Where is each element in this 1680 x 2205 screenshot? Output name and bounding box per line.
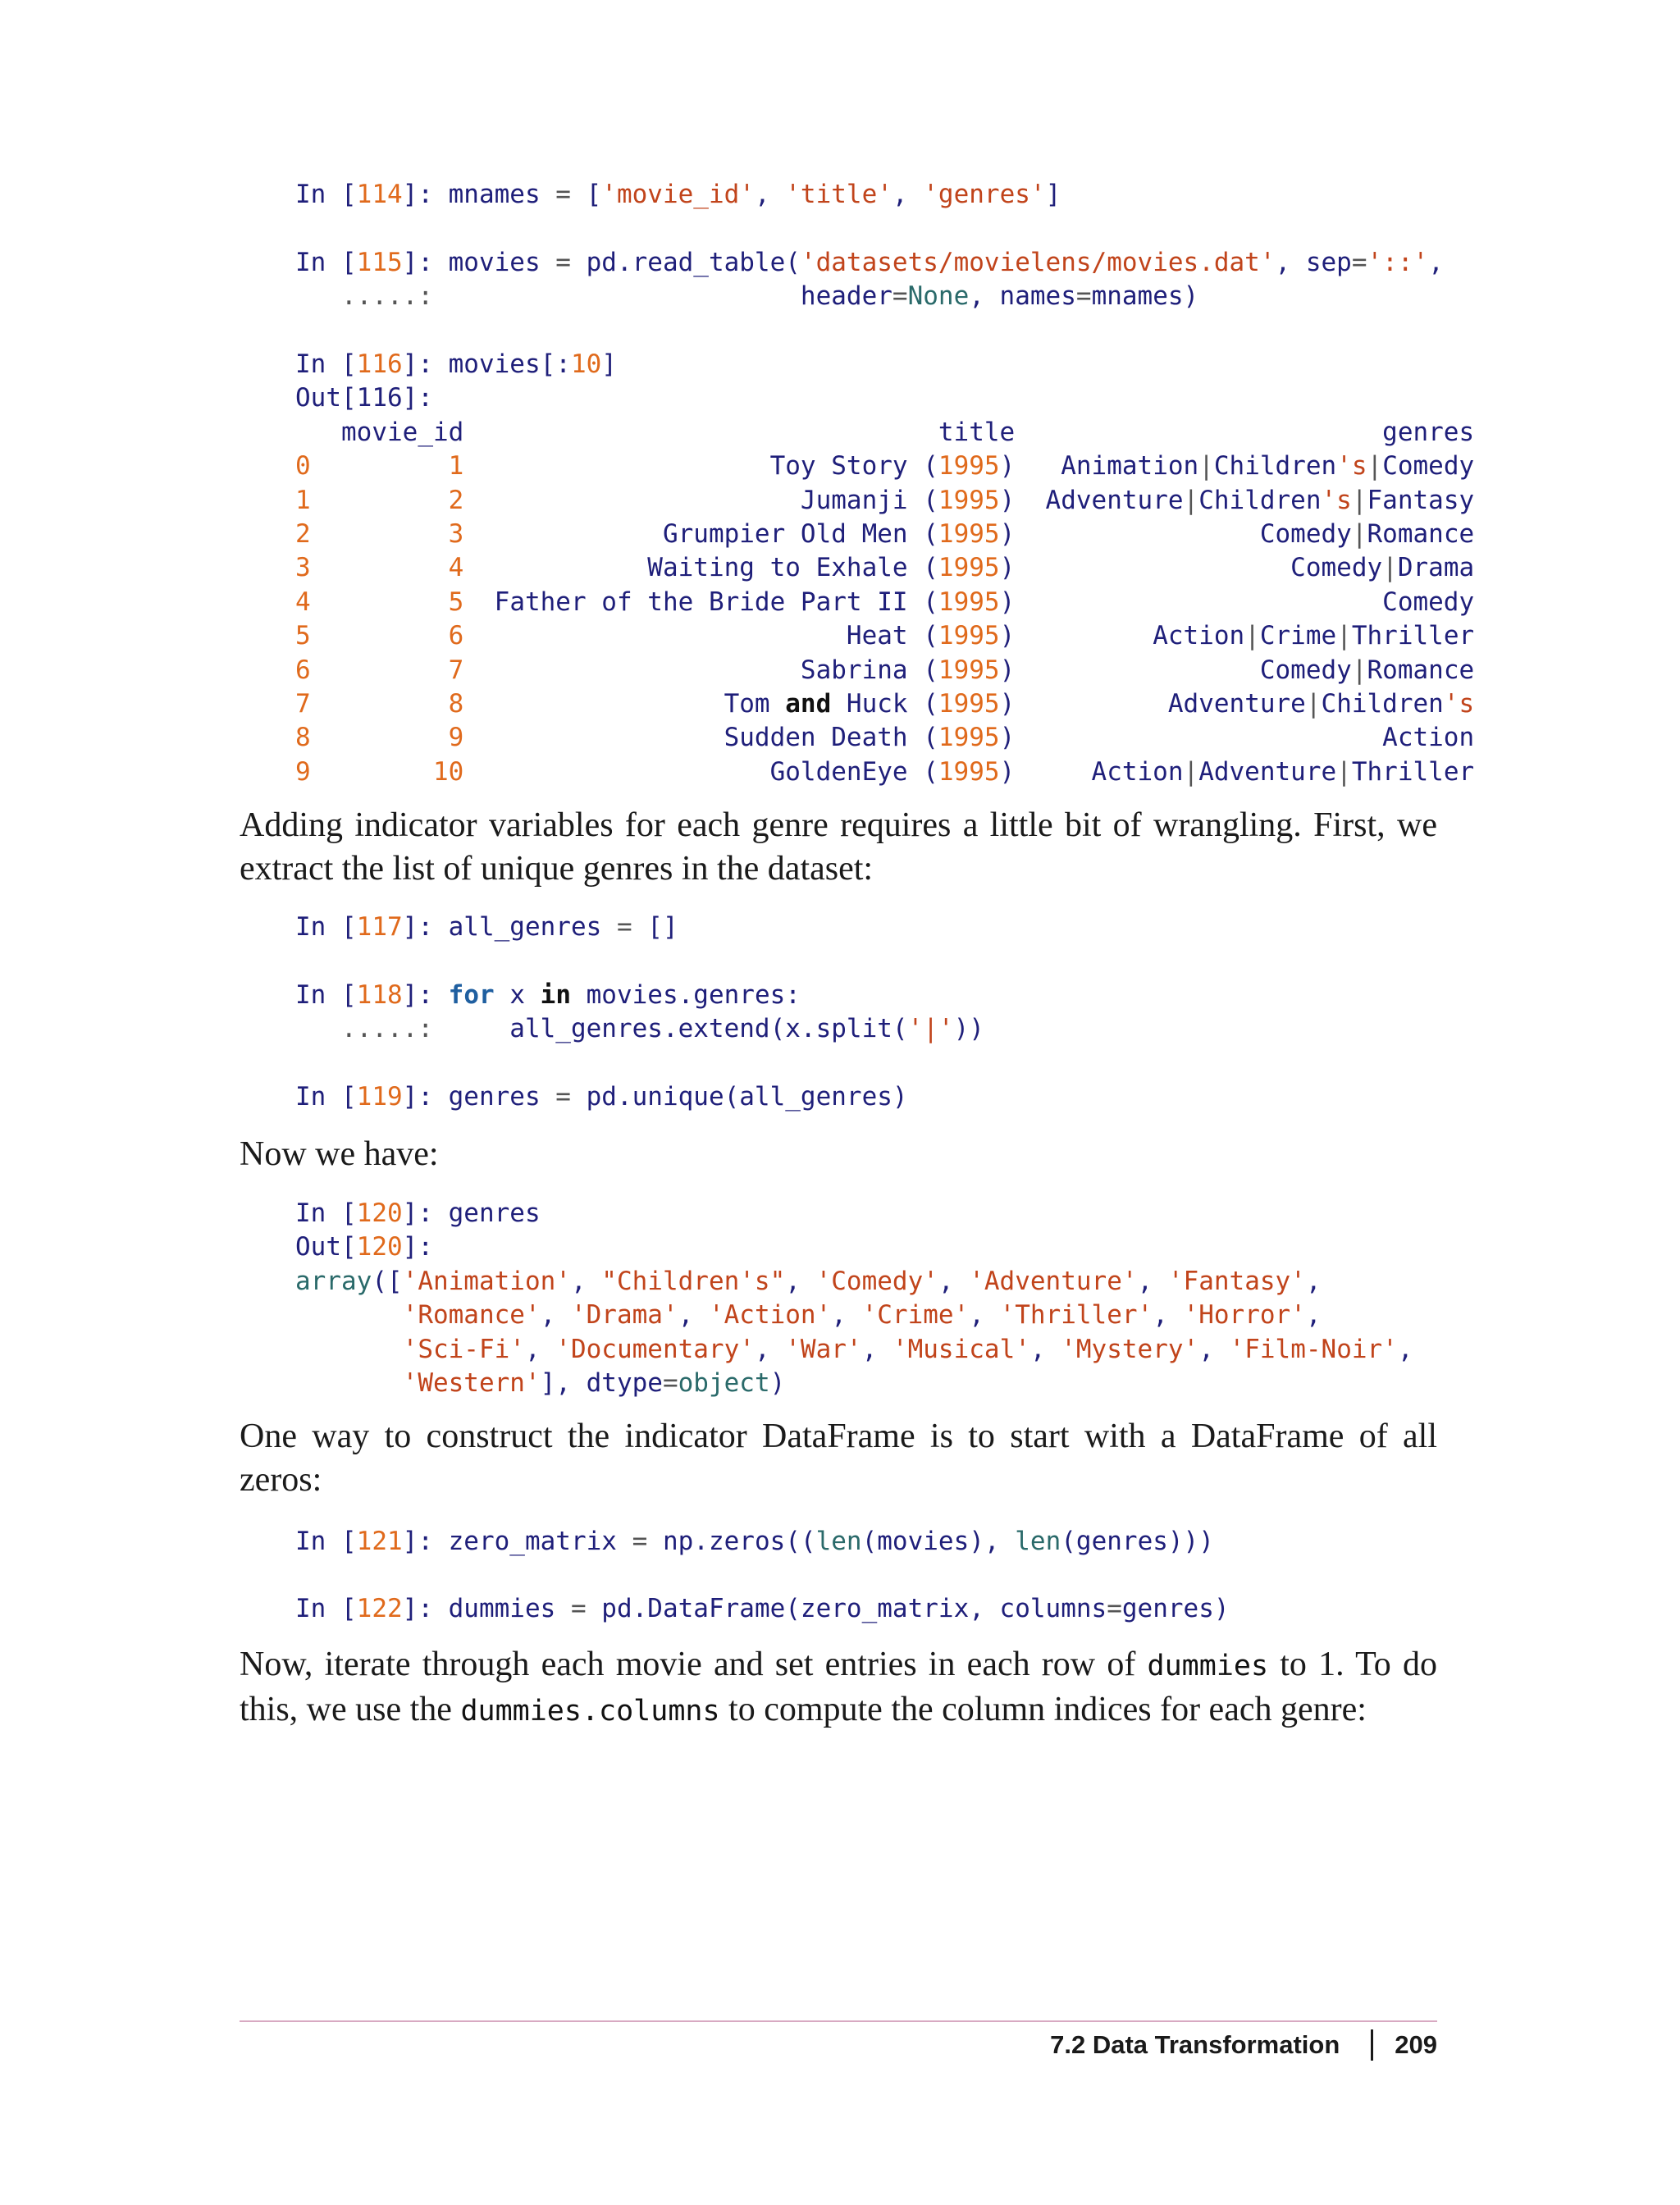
table-row: 4 5 Father of the Bride Part II (1995) Comedy bbox=[295, 587, 1475, 617]
genres-array-output: array(['Animation', "Children's", 'Comedy', 'Adventure', 'Fantasy', 'Romance', 'Drama', 'Action', 'Crime', 'Thriller', 'Horror', 'Sci-Fi', 'Documentary', 'War', 'Musical', 'Mystery', 'Film-Noir', 'Western'], dtype=object) bbox=[295, 1266, 1413, 1399]
footer-rule bbox=[240, 2020, 1437, 2022]
movies-dataframe-output bbox=[295, 418, 1474, 787]
code-cell-120: In [120]: genres Out[120]: array(['Animation', "Children's", 'Comedy', 'Adventure', 'Fantasy', 'Romance', 'Drama', 'Action', 'Crime', 'Thriller', 'Horror', 'Sci-Fi', 'Documentary', 'War', 'Musical', 'Mystery', 'Film-Noir', 'Western'], dtype=object) bbox=[295, 1198, 1413, 1399]
table-row: 1 2 Jumanji (1995) Adventure|Children's|Fantasy bbox=[295, 485, 1475, 515]
footer-page-number: 209 bbox=[1395, 2030, 1437, 2059]
page-footer bbox=[1050, 2025, 1437, 2066]
inline-code-dummies-columns: dummies.columns bbox=[460, 1695, 720, 1728]
code-cell-122: In [122]: dummies = pd.DataFrame(zero_matrix, columns=genres) bbox=[295, 1594, 1230, 1623]
code-cell-115: In [115]: movies = pd.read_table('datasets/movielens/movies.dat', sep='::', .....: header=None, names=mnames) bbox=[295, 248, 1444, 312]
footer-section-title: 7.2 Data Transformation bbox=[1050, 2030, 1340, 2059]
table-row: 3 4 Waiting to Exhale (1995) Comedy|Drama bbox=[295, 553, 1475, 583]
code-cell-117: In [117]: all_genres = [] bbox=[295, 912, 678, 942]
table-row: 8 9 Sudden Death (1995) Action bbox=[295, 723, 1475, 753]
table-row: 9 10 GoldenEye (1995) Action|Adventure|Thriller bbox=[295, 756, 1475, 787]
code-cell-118: In [118]: for x in movies.genres: .....: all_genres.extend(x.split('|')) bbox=[295, 980, 984, 1044]
code-cell-121: In [121]: zero_matrix = np.zeros((len(movies), len(genres))) bbox=[295, 1527, 1214, 1556]
paragraph-iterate-movies: Now, iterate through each movie and set entries in each row of dummies to 1. To do this, we use the dummies.columns to compute the column indices for each genre: bbox=[240, 1646, 1437, 1728]
code-cell-114: In [114]: mnames = ['movie_id', 'title', 'genres'] bbox=[295, 180, 1061, 209]
table-column-header: title bbox=[938, 417, 1016, 447]
table-row: 2 3 Grumpier Old Men (1995) Comedy|Romance bbox=[295, 519, 1475, 550]
paragraph-indicator-dataframe: One way to construct the indicator DataFrame is to start with a DataFrame of all zeros: bbox=[240, 1418, 1437, 1499]
table-header-row bbox=[295, 418, 1474, 447]
table-row: 7 8 Tom and Huck (1995) Adventure|Children's bbox=[295, 689, 1475, 719]
inline-code-dummies: dummies bbox=[1147, 1650, 1269, 1682]
table-row: 6 7 Sabrina (1995) Comedy|Romance bbox=[295, 655, 1475, 685]
footer-separator bbox=[1371, 2029, 1373, 2061]
table-column-header: movie_id bbox=[341, 417, 464, 447]
table-row: 0 1 Toy Story (1995) Animation|Children's|Comedy bbox=[295, 451, 1475, 482]
paragraph-now-we-have: Now we have: bbox=[240, 1135, 439, 1173]
code-cell-116: In [116]: movies[:10] Out[116]: movie_id title genres 0 1 Toy Story (1995) Animation|Children's|Comedy 1 2 Jumanji (1995) Adventure|Children's|Fantasy 2 3 Grumpier Old Men (1995) Comedy|Romance 3 4 Waiting to Exhale (1995) Comedy|Drama 4 5 Father of the Bride Part II (1995) Comedy 5 6 Heat (1995) Action|Crime|Thriller 6 7 Sabrina (1995) Comedy|Romance 7 8 Tom and Huck (1995) Adventure|Children's 8 9 Sudden Death (1995) Action 9 10 GoldenEye (1995) Action|Adventure|Thriller bbox=[295, 349, 1475, 787]
paragraph-unique-genres: Adding indicator variables for each genre requires a little bit of wrangling. First, we extract the list of unique genres in the dataset: bbox=[240, 806, 1437, 888]
table-column-header: genres bbox=[1382, 417, 1475, 447]
table-row: 5 6 Heat (1995) Action|Crime|Thriller bbox=[295, 621, 1475, 651]
code-cell-119: In [119]: genres = pd.unique(all_genres) bbox=[295, 1082, 908, 1112]
